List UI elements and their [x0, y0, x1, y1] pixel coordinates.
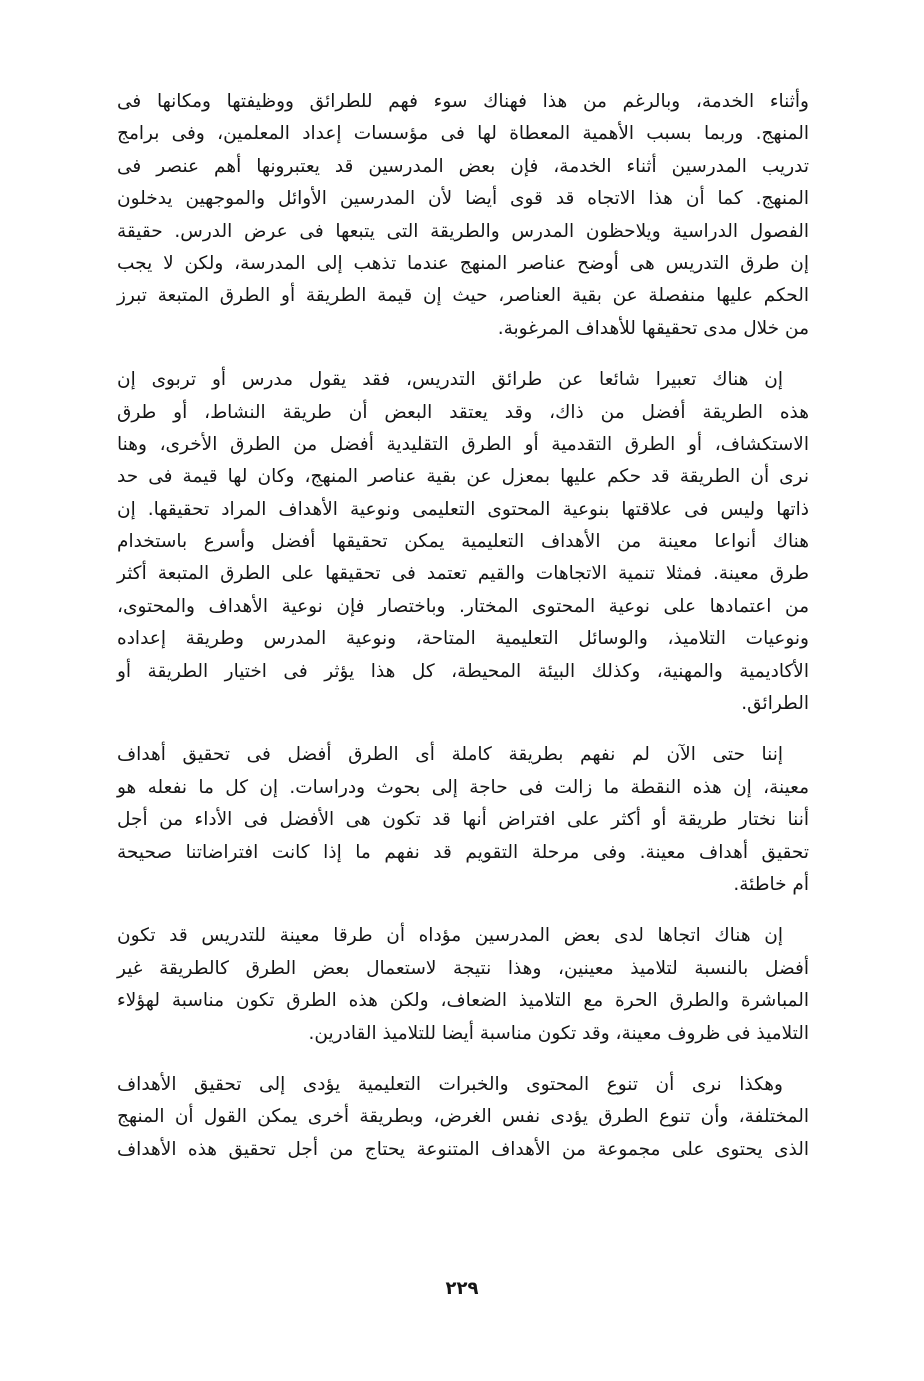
paragraph: [117, 364, 809, 720]
text-line: من اعتمادها على نوعية المحتوى المختار. وباختصار فإن نوعية الأهداف والمحتوى،: [117, 595, 809, 617]
text-line: أننا نختار طريقة أو أكثر على افتراض أنها قد تكون هى الأفضل فى الأداء من أجل: [117, 809, 809, 831]
text-line: هناك أنواعا معينة من الأهداف التعليمية يمكن تحقيقها أفضل وأسرع باستخدام: [117, 531, 809, 553]
text-line: هذه الطريقة أفضل من ذاك، وقد يعتقد البعض أن طريقة النشاط، أو طرق: [117, 401, 809, 423]
text-line: الطرائق.: [741, 693, 809, 715]
text-line: الاستكشاف، أو الطرق التقدمية أو الطرق التقليدية أفضل من الطرق الأخرى، وهنا: [117, 433, 809, 455]
text-line: الفصول الدراسية ويلاحظون المدرس والطريقة التى يتبعها فى عرض الدرس. حقيقة: [117, 220, 809, 242]
text-line: الحكم عليها منفصلة عن بقية العناصر، حيث إن قيمة الطريقة أو الطرق المتبعة تبرز: [117, 285, 809, 307]
paragraph: [117, 739, 809, 901]
page-number: ٢٢٩: [445, 1278, 479, 1299]
text-line: المختلفة، وأن تنوع الطرق يؤدى نفس الغرض، وبطريقة أخرى يمكن القول أن المنهج: [117, 1106, 809, 1128]
text-line: المنهج. كما أن هذا الاتجاه قد قوى أيضا لأن المدرسين الأوائل والموجهين يدخلون: [117, 188, 809, 210]
text-line: من خلال مدى تحقيقها للأهداف المرغوبة.: [497, 317, 809, 339]
text-line: إن طرق التدريس هى أوضح عناصر المنهج عندما تذهب إلى المدرسة، ولكن لا يجب: [117, 252, 809, 274]
text-line: أم خاطئة.: [733, 873, 809, 895]
text-line: المنهج. وربما بسبب الأهمية المعطاة لها فى مؤسسات إعداد المعلمين، وفى برامج: [117, 123, 809, 145]
text-line: المباشرة والطرق الحرة مع التلاميذ الضعاف، ولكن هذه الطرق تكون مناسبة لهؤلاء: [117, 990, 809, 1012]
page-body: [117, 86, 809, 1185]
text-line: ونوعيات التلاميذ، والوسائل التعليمية المتاحة، ونوعية المدرس وطريقة إعداده: [117, 628, 809, 650]
text-line: تحقيق أهداف معينة. وفى مرحلة التقويم قد نفهم ما إذا كانت افتراضاتنا صحيحة: [117, 841, 809, 863]
text-line: نرى أن الطريقة قد حكم عليها بمعزل عن بقية عناصر المنهج، وكان لها قيمة فى حد: [117, 466, 809, 488]
text-line: إن هناك تعبيرا شائعا عن طرائق التدريس، فقد يقول مدرس أو تربوى إن: [117, 369, 783, 391]
text-line: تدريب المدرسين أثناء الخدمة، فإن بعض المدرسين قد يعتبرونها أهم عنصر فى: [117, 155, 809, 177]
text-line: إننا حتى الآن لم نفهم بطريقة كاملة أى الطرق أفضل فى تحقيق أهداف: [117, 744, 783, 766]
paragraph: [117, 1069, 809, 1166]
text-line: وهكذا نرى أن تنوع المحتوى والخبرات التعليمية يؤدى إلى تحقيق الأهداف: [117, 1073, 783, 1095]
text-line: طرق معينة. فمثلا تنمية الاتجاهات والقيم تعتمد فى تحقيقها على الطرق المتبعة أكثر: [117, 563, 809, 585]
text-line: الذى يحتوى على مجموعة من الأهداف المتنوعة يحتاج من أجل تحقيق هذه الأهداف: [117, 1138, 809, 1160]
text-line: التلاميذ فى ظروف معينة، وقد تكون مناسبة أيضا للتلاميذ القادرين.: [308, 1022, 809, 1044]
text-line: وأثناء الخدمة، وبالرغم من هذا فهناك سوء فهم للطرائق ووظيفتها ومكانها فى: [117, 91, 809, 112]
text-line: إن هناك اتجاها لدى بعض المدرسين مؤداه أن طرقا معينة للتدريس قد تكون: [117, 925, 783, 947]
text-line: ذاتها وليس فى علاقتها بنوعية المحتوى التعليمى ونوعية الأهداف المراد تحقيقها. إن: [117, 498, 809, 520]
text-line: أفضل بالنسبة لتلاميذ معينين، وهذا نتيجة لاستعمال بعض الطرق كالطريقة غير: [117, 957, 809, 979]
text-line: الأكاديمية والمهنية، وكذلك البيئة المحيطة، كل هذا يؤثر فى اختيار الطريقة أو: [117, 660, 809, 682]
paragraph: [117, 86, 809, 345]
paragraph: [117, 920, 809, 1050]
text-line: معينة، إن هذه النقطة ما زالت فى حاجة إلى بحوث ودراسات. إن كل ما نفعله هو: [117, 776, 809, 798]
